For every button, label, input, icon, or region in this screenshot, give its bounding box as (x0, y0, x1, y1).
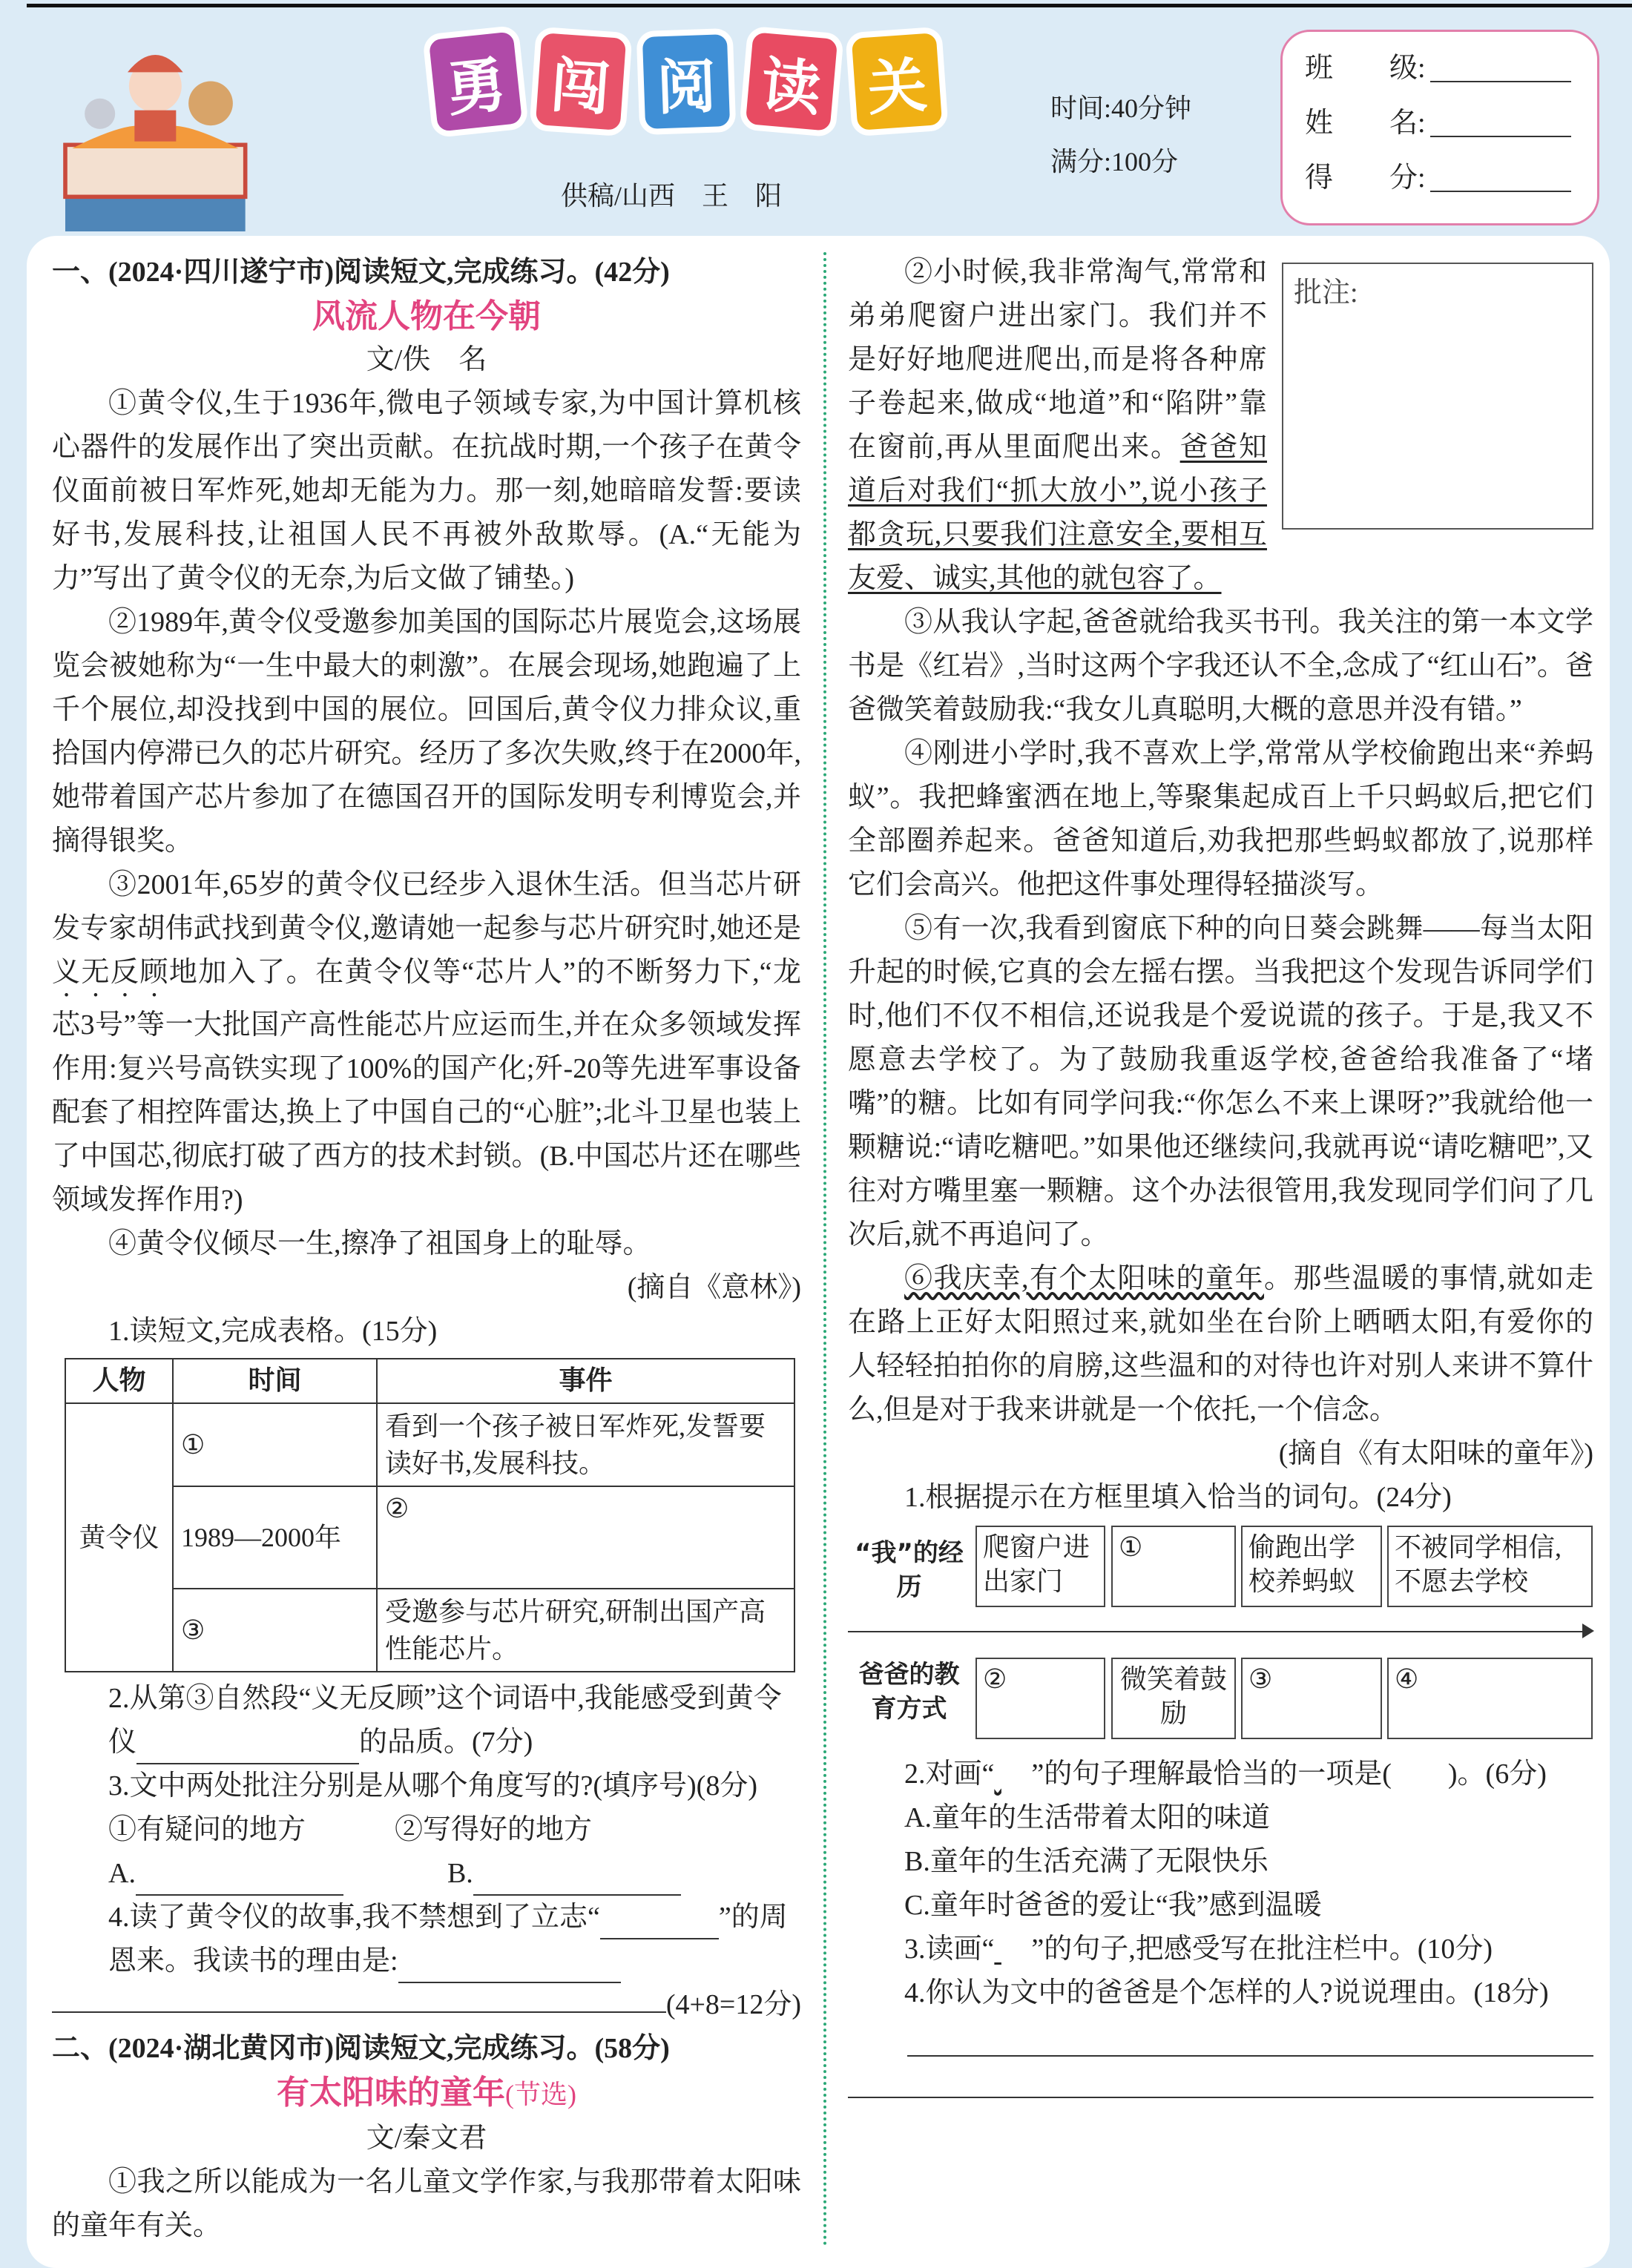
exam-info (1050, 82, 1191, 188)
diagram-box[interactable]: ④ (1387, 1658, 1593, 1739)
paragraph: ⑤有一次,我看到窗底下种的向日葵会跳舞——每当太阳升起的时候,它真的会左摇右摆。当我把这个发现告诉同学们时,他们不仅不相信,还说我是个爱说谎的孩子。于是,我又不愿意去学校了。为了鼓励我重返学校,爸爸给我准备了“堵嘴”的糖。比如有同学问我:“你怎么不来上课呀?”我就给他一颗糖说:“请吃糖吧。”如果他还继续问,我就再说“请吃糖吧”,又往对方嘴里塞一颗糖。这个办法很管用,我发现同学们问了几次后,就不再追问了。 (848, 913, 1593, 1250)
annotation-label: 批注: (1294, 277, 1358, 309)
text: 2.对画“ (904, 1758, 995, 1790)
table-header: 时间 (173, 1359, 377, 1403)
score-label: 得 分: (1305, 162, 1426, 194)
time-limit: 时间:40分钟 (1050, 93, 1192, 123)
table-cell-time: 1989—2000年 (173, 1486, 377, 1589)
paragraph: ①黄令仪,生于1936年,微电子领域专家,为中国计算机核心器件的发展作出了突出贡献。在抗战时期,一个孩子在黄令仪面前被日军炸死,她却无能为力。那一刻,她暗暗发誓:要读好书,发展科技,让祖国人民不再被外敌欺辱。(A.“无能为力”写出了黄令仪的无奈,为后文做了铺垫。) (52, 388, 801, 594)
option-a[interactable]: A.童年的生活带着太阳的味道 (904, 1802, 1270, 1833)
text: 3.读画“ (904, 1934, 995, 1965)
option-c[interactable]: C.童年时爸爸的爱让“我”感到温暖 (904, 1890, 1322, 1921)
paragraph: ④黄令仪倾尽一生,擦净了祖国身上的耻辱。 (108, 1228, 651, 1259)
table-cell-person: 黄令仪 (65, 1403, 173, 1672)
title-note: (节选) (505, 2080, 576, 2109)
diagram-box: 偷跑出学校养蚂蚁 (1241, 1526, 1382, 1607)
text: 。那些温暖的事情,就如走在路上正好太阳照过来,就如坐在台阶上晒晒太阳,有爱你的人轻轻拍拍你的肩膀,这些温和的对待也许对别人来讲不算什么,但是对于我来讲就是一个依托,一个信念。 (848, 1263, 1593, 1425)
score: (4+8=12分) (665, 1989, 801, 2020)
part1-heading: 一、(2024·四川遂宁市)阅读短文,完成练习。(42分) (52, 257, 670, 288)
paragraph: ③从我认字起,爸爸就给我买书刊。我关注的第一本文学书是《红岩》,当时这两个字我还认不全,念成了“红山石”。爸爸微笑着鼓励我:“我女儿真聪明,大概的意思并没有错。” (848, 607, 1593, 725)
diagram-box: 不被同学相信,不愿去学校 (1387, 1526, 1593, 1607)
table-cell-event[interactable]: ② (377, 1486, 794, 1589)
answer-table (65, 1358, 795, 1672)
text: 2.从第③自然段“义无反顾”这个词语中,我能感受到黄令仪 (108, 1683, 782, 1758)
top-rule (27, 0, 1632, 7)
part2-title (52, 2071, 801, 2117)
label: A. (108, 1858, 136, 1889)
answer-blank-a[interactable] (136, 1866, 343, 1896)
table-cell-event: 看到一个孩子被日军炸死,发誓要读好书,发展科技。 (377, 1403, 794, 1486)
paragraph: ②1989年,黄令仪受邀参加美国的国际芯片展览会,这场展览会被她称为“一生中最大的刺激”。在展会现场,她跑遍了上千个展位,却没找到中国的展位。回国后,黄令仪力排众议,重拾国内停滞已久的芯片研究。经历了多次失败,终于在2000年,她带着国产芯片参加了在德国召开的国际发明专利博览会,并摘得银奖。 (52, 607, 801, 857)
diagram-box[interactable]: ② (975, 1658, 1105, 1739)
experience-diagram (848, 1526, 1593, 1748)
question-2 (848, 1753, 1593, 1796)
timeline-arrow (848, 1631, 1590, 1632)
question-2 (52, 1677, 801, 1764)
text: ”的周恩来。我读书的理由是: (108, 1902, 788, 1977)
label: B. (447, 1858, 473, 1889)
source: (摘自《意林》) (627, 1272, 801, 1303)
answer-blank-b[interactable] (473, 1866, 681, 1896)
part2-heading: 二、(2024·湖北黄冈市)阅读短文,完成练习。(58分) (52, 2033, 670, 2064)
part1-title: 风流人物在今朝 (312, 298, 541, 334)
paragraph: ①我之所以能成为一名儿童文学作家,与我那带着太阳味的童年有关。 (52, 2166, 801, 2241)
text: ③2001年,65岁的黄令仪已经步入退休生活。但当芯片研发专家胡伟武找到黄令仪,邀请她一起参与芯片研究时,她还是 (52, 869, 801, 944)
text: 的品质。(7分) (359, 1727, 533, 1758)
class-label: 班 级: (1305, 53, 1426, 84)
part2-author: 文/秦文君 (366, 2123, 487, 2154)
source: (摘自《有太阳味的童年》) (1278, 1438, 1593, 1469)
question-1: 1.读短文,完成表格。(15分) (108, 1316, 438, 1347)
name-field[interactable] (1430, 96, 1571, 137)
text: ”的句子,把感受写在批注栏中。(10分) (1031, 1934, 1493, 1965)
question-1: 1.根据提示在方框里填入恰当的词句。(24分) (904, 1482, 1452, 1513)
credit: 供稿/山西 王 阳 (561, 181, 783, 211)
text: ②小时候,我非常淘气,常常和弟弟爬窗户进出家门。我们并不是好好地爬进爬出,而是将各种席子卷起来,做成“地道”和“陷阱”靠在窗前,再从里面爬出来。 (848, 257, 1267, 463)
question-3 (848, 1928, 1593, 1971)
column-divider (823, 252, 826, 2247)
right-column (848, 251, 1593, 2098)
girl-reading-illustration (42, 24, 338, 231)
answer-line[interactable] (907, 2015, 1593, 2057)
name-label: 姓 名: (1305, 108, 1426, 139)
question-3: 3.文中两处批注分别是从哪个角度写的?(填序号)(8分) (108, 1770, 757, 1801)
arrow-head-icon (1582, 1623, 1594, 1638)
question-4: 4.你认为文中的爸爸是个怎样的人?说说理由。(18分) (904, 1977, 1549, 2008)
question-4-line (52, 1983, 801, 2027)
answer-blank[interactable] (398, 1954, 621, 1983)
class-field[interactable] (1430, 41, 1571, 82)
underlined-sentence: 爸爸知道后对我们“抓大放小”,说小孩子都贪玩,只要我们注意安全,要相互友爱、诚实,其他的就包容了。 (848, 432, 1267, 594)
title-text: 有太阳味的童年 (277, 2074, 505, 2111)
title-tile: 闯 (529, 27, 632, 137)
answer-line[interactable] (848, 2057, 1593, 2098)
answer-blank[interactable] (136, 1735, 359, 1764)
table-header: 事件 (377, 1359, 794, 1403)
table-cell-time[interactable]: ① (173, 1403, 377, 1486)
diagram-box[interactable]: ③ (1241, 1658, 1382, 1739)
student-info-box (1280, 30, 1599, 225)
title-tiles (427, 30, 945, 133)
option: ②写得好的地方 (395, 1814, 593, 1845)
full-score: 满分:100分 (1050, 147, 1179, 177)
title-tile: 关 (845, 27, 948, 137)
title-tile: 勇 (422, 25, 529, 139)
title-tile: 阅 (636, 28, 737, 135)
title-tile: 读 (739, 26, 844, 138)
paragraph (52, 863, 801, 1222)
question-3-options (52, 1808, 801, 1852)
row-label-experience: “我”的经历 (855, 1538, 964, 1602)
wavy-underlined-sentence: ⑥我庆幸,有个太阳味的童年 (904, 1263, 1264, 1294)
row-label-education: 爸爸的教育方式 (858, 1660, 960, 1724)
answer-blank[interactable] (52, 1983, 666, 2013)
answer-blank[interactable] (600, 1910, 719, 1939)
paragraph: ④刚进小学时,我不喜欢上学,常常从学校偷跑出来“养蚂蚁”。我把蜂蜜洒在地上,等聚集起成百上千只蚂蚁后,把它们全部圈养起来。爸爸知道后,劝我把那些蚂蚁都放了,说那样它们会高兴。他把这件事处理得轻描淡写。 (848, 738, 1593, 900)
table-cell-time[interactable]: ③ (173, 1589, 377, 1672)
score-field[interactable] (1430, 151, 1571, 192)
table-header: 人物 (65, 1359, 173, 1403)
text: 4.读了黄令仪的故事,我不禁想到了立志“ (108, 1902, 600, 1933)
emphasized-word: 义无反顾 (52, 957, 169, 988)
table-cell-event: 受邀参与芯片研究,研制出国产高性能芯片。 (377, 1589, 794, 1672)
part1-author: 文/佚 名 (366, 344, 487, 375)
left-column (52, 251, 801, 2248)
text: ”的句子理解最恰当的一项是( )。(6分) (1031, 1758, 1547, 1790)
question-4 (52, 1896, 801, 1983)
header-banner (27, 15, 1632, 234)
option: ①有疑问的地方 (108, 1814, 306, 1845)
text: 地加入了。在黄令仪等“芯片人”的不断努力下,“龙芯3号”等一大批国产高性能芯片应运而生,并在众多领域发挥作用:复兴号高铁实现了100%的国产化;歼-20等先进军事设备配套了相控阵雷达,换上了中国自己的“心脏”;北斗卫星也装上了中国芯,彻底打破了西方的技术封锁。(B.中国芯片还在哪些领域发挥作用?) (52, 957, 801, 1216)
diagram-box: 微笑着鼓励 (1111, 1658, 1236, 1739)
annotation-box[interactable] (1282, 263, 1593, 530)
paragraph (848, 1257, 1593, 1432)
question-3-answers (52, 1852, 801, 1896)
option-b[interactable]: B.童年的生活充满了无限快乐 (904, 1846, 1269, 1877)
diagram-box[interactable]: ① (1111, 1526, 1236, 1607)
diagram-box: 爬窗户进出家门 (975, 1526, 1105, 1607)
